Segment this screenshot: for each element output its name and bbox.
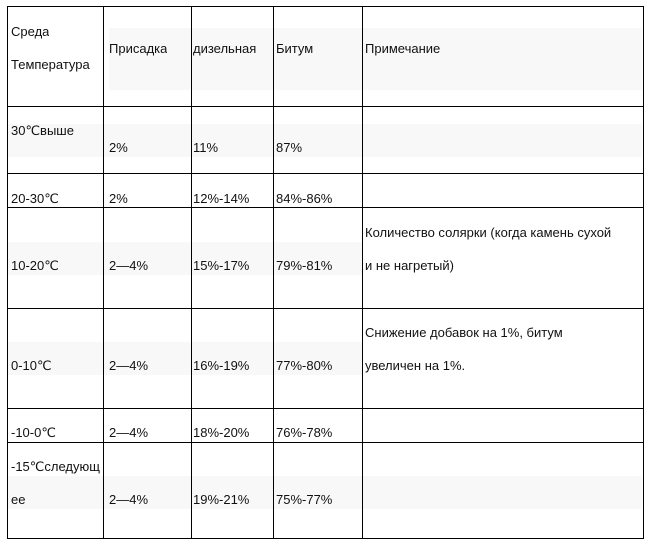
cell-temperature: 10-20℃ <box>11 258 59 273</box>
cell-temperature: 30℃выше <box>11 123 74 138</box>
table-border-bottom <box>7 538 644 539</box>
row-divider <box>7 408 644 409</box>
cell-additive: 2—4% <box>109 358 149 373</box>
cell-temperature: 20-30℃ <box>11 191 59 206</box>
cell-bitumen: 79%-81% <box>276 258 333 273</box>
row-divider <box>7 106 644 107</box>
column-divider <box>362 6 363 539</box>
cell-temperature: ее <box>11 492 26 507</box>
cell-note: и не нагретый) <box>365 258 454 273</box>
header-diesel: дизельная <box>193 41 257 56</box>
column-divider <box>273 6 274 539</box>
cell-diesel: 16%-19% <box>193 358 250 373</box>
cell-additive: 2—4% <box>109 492 149 507</box>
header-bitumen: Битум <box>276 41 314 56</box>
table-border-right <box>643 6 644 539</box>
cell-diesel: 18%-20% <box>193 425 250 440</box>
cell-diesel: 12%-14% <box>193 191 250 206</box>
cell-additive: 2—4% <box>109 425 149 440</box>
cell-bitumen: 84%-86% <box>276 191 333 206</box>
cell-additive: 2—4% <box>109 258 149 273</box>
cell-bitumen: 76%-78% <box>276 425 333 440</box>
row-divider <box>7 308 644 309</box>
cell-bitumen: 87% <box>276 140 303 155</box>
cell-note: Снижение добавок на 1%, битум <box>365 325 563 340</box>
cell-additive: 2% <box>109 191 128 206</box>
cell-temperature: -15℃следующ <box>11 459 100 474</box>
cell-additive: 2% <box>109 140 128 155</box>
header-environment: Среда <box>11 24 50 39</box>
header-temperature: Температура <box>11 57 90 72</box>
column-divider <box>103 6 104 539</box>
cell-diesel: 19%-21% <box>193 492 250 507</box>
column-divider <box>191 6 192 539</box>
header-additive: Присадка <box>109 41 168 56</box>
cell-bitumen: 77%-80% <box>276 358 333 373</box>
cell-temperature: 0-10℃ <box>11 358 52 373</box>
cell-diesel: 11% <box>193 140 219 155</box>
row-divider <box>7 173 644 174</box>
table-border-left <box>7 6 8 539</box>
table-border-top <box>7 6 644 7</box>
cell-note: увеличен на 1%. <box>365 358 466 373</box>
cell-bitumen: 75%-77% <box>276 492 333 507</box>
cell-note: Количество солярки (когда камень сухой <box>365 225 612 240</box>
cell-diesel: 15%-17% <box>193 258 250 273</box>
header-note: Примечание <box>365 41 441 56</box>
data-table <box>7 6 644 539</box>
cell-temperature: -10-0℃ <box>11 425 56 440</box>
